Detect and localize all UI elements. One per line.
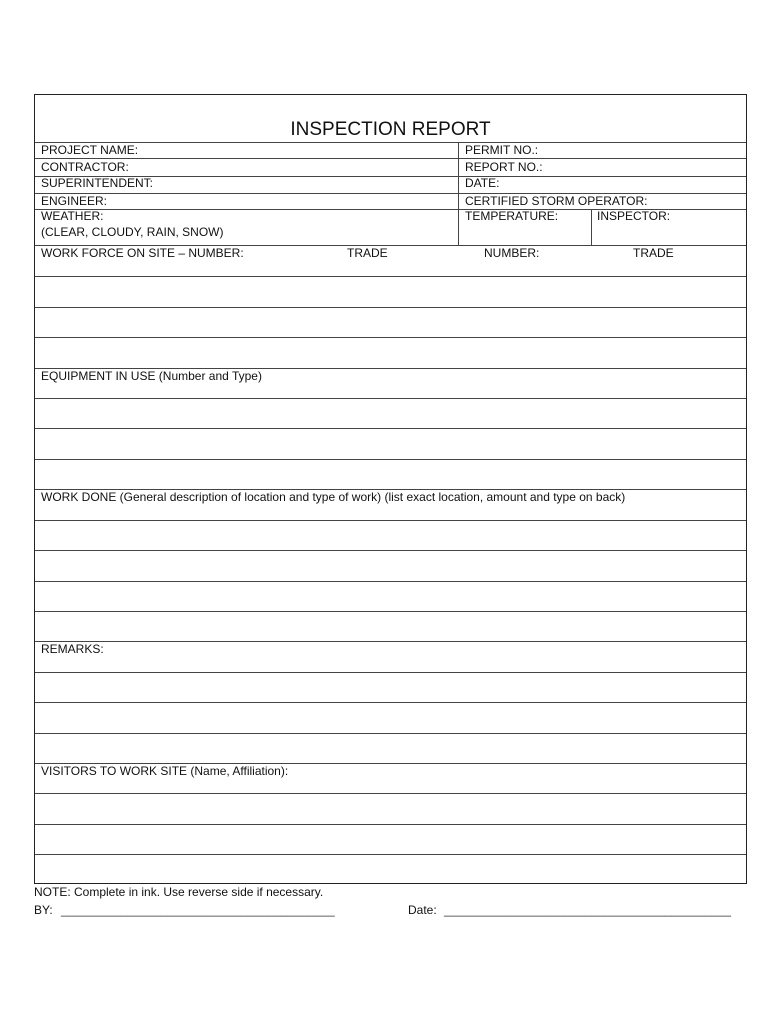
footer-date-line: ___________________________________________ xyxy=(444,903,731,917)
row-line xyxy=(35,641,746,642)
divider xyxy=(35,142,746,143)
permit-no-label: PERMIT NO.: xyxy=(465,143,539,157)
row-line xyxy=(35,702,746,703)
row-line xyxy=(35,428,746,429)
row-line xyxy=(35,672,746,673)
weather-label: WEATHER: xyxy=(41,209,104,223)
work-done-section-label: WORK DONE (General description of location and type of work) (list exact location, amount and type on back) xyxy=(41,490,626,504)
row-line xyxy=(35,307,746,308)
row-line xyxy=(35,550,746,551)
temperature-label: TEMPERATURE: xyxy=(465,209,559,223)
certified-storm-operator-label: CERTIFIED STORM OPERATOR: xyxy=(465,194,648,208)
by-signature-line: _________________________________________ xyxy=(61,903,335,917)
row-line xyxy=(35,459,746,460)
report-no-label: REPORT NO.: xyxy=(465,160,543,174)
row-line xyxy=(35,733,746,734)
row-line xyxy=(35,337,746,338)
divider xyxy=(35,158,746,159)
row-line xyxy=(35,824,746,825)
workforce-number2-label: NUMBER: xyxy=(484,246,540,260)
workforce-trade2-label: TRADE xyxy=(633,246,674,260)
engineer-label: ENGINEER: xyxy=(41,194,108,208)
workforce-number-label: WORK FORCE ON SITE – NUMBER: xyxy=(41,246,244,260)
row-line xyxy=(35,398,746,399)
date-label: DATE: xyxy=(465,176,500,190)
row-line xyxy=(35,793,746,794)
row-line xyxy=(35,276,746,277)
column-divider xyxy=(458,142,459,245)
footer-date-label: Date: xyxy=(408,903,437,917)
by-label: BY: xyxy=(34,903,53,917)
row-line xyxy=(35,520,746,521)
row-line xyxy=(35,581,746,582)
form-title: INSPECTION REPORT xyxy=(290,119,491,140)
weather-hint: (CLEAR, CLOUDY, RAIN, SNOW) xyxy=(41,225,224,239)
footer-note: NOTE: Complete in ink. Use reverse side if necessary. xyxy=(34,885,324,899)
workforce-trade-label: TRADE xyxy=(347,246,388,260)
remarks-section-label: REMARKS: xyxy=(41,642,104,656)
contractor-label: CONTRACTOR: xyxy=(41,160,129,174)
superintendent-label: SUPERINTENDENT: xyxy=(41,176,154,190)
row-line xyxy=(35,854,746,855)
inspector-label: INSPECTOR: xyxy=(597,209,671,223)
equipment-section-label: EQUIPMENT IN USE (Number and Type) xyxy=(41,369,262,383)
column-divider xyxy=(591,209,592,245)
row-line xyxy=(35,611,746,612)
visitors-section-label: VISITORS TO WORK SITE (Name, Affiliation): xyxy=(41,764,289,778)
inspection-report-form xyxy=(34,94,747,884)
project-name-label: PROJECT NAME: xyxy=(41,143,139,157)
